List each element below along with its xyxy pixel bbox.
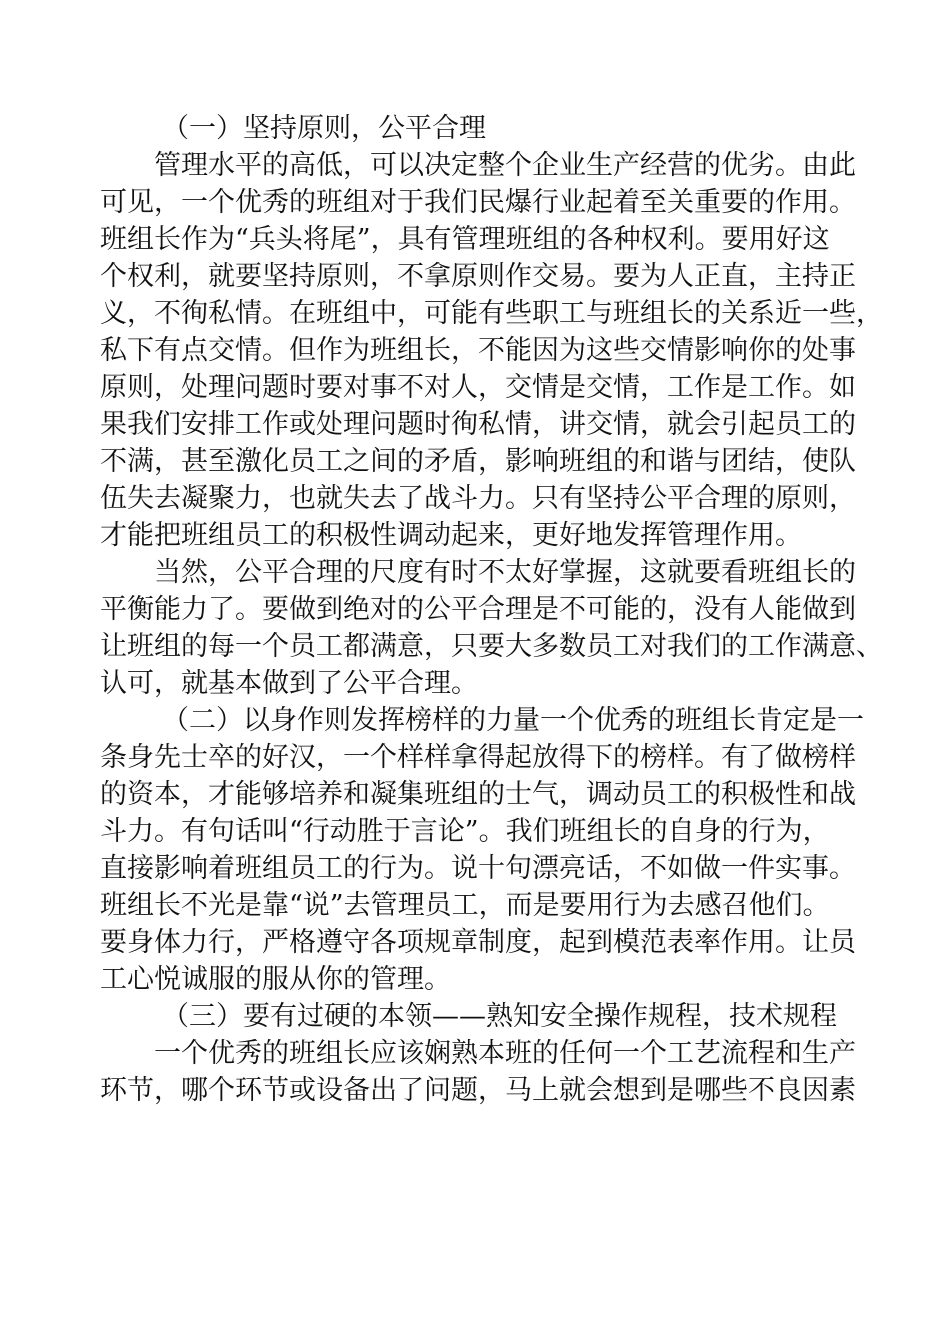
paragraph-line: 不满，甚至激化员工之间的矛盾，影响班组的和谐与团结，使队 <box>100 446 856 477</box>
paragraph-line: 平衡能力了。要做到绝对的公平合理是不可能的，没有人能做到 <box>100 594 856 625</box>
paragraph-line: 伍失去凝聚力，也就失去了战斗力。只有坚持公平合理的原则， <box>100 483 856 514</box>
paragraph-line: 私下有点交情。但作为班组长，不能因为这些交情影响你的处事 <box>100 335 856 366</box>
section-heading-2: （二）以身作则发挥榜样的力量一个优秀的班组长肯定是一 <box>162 705 864 736</box>
paragraph-line: 让班组的每一个员工都满意，只要大多数员工对我们的工作满意、 <box>100 631 883 662</box>
paragraph-line: 要身体力行，严格遵守各项规章制度，起到模范表率作用。让员 <box>100 927 856 958</box>
paragraph-line: 条身先士卒的好汉，一个样样拿得起放得下的榜样。有了做榜样 <box>100 742 856 773</box>
paragraph-line: 的资本，才能够培养和凝集班组的士气，调动员工的积极性和战 <box>100 779 856 810</box>
paragraph-line: 班组长不光是靠“说”去管理员工，而是要用行为去感召他们。 <box>100 890 830 921</box>
paragraph-line: 一个优秀的班组长应该娴熟本班的任何一个工艺流程和生产 <box>154 1038 856 1069</box>
paragraph-line: 果我们安排工作或处理问题时徇私情，讲交情，就会引起员工的 <box>100 409 856 440</box>
paragraph-line: 班组长作为“兵头将尾”，具有管理班组的各种权利。要用好这 <box>100 224 830 255</box>
paragraph-line: 工心悦诚服的服从你的管理。 <box>100 964 451 995</box>
paragraph-line: 直接影响着班组员工的行为。说十句漂亮话，不如做一件实事。 <box>100 853 856 884</box>
document-body <box>100 110 883 1109</box>
section-heading-1: （一）坚持原则，公平合理 <box>162 113 486 144</box>
paragraph-line: 才能把班组员工的积极性调动起来，更好地发挥管理作用。 <box>100 520 802 551</box>
paragraph-line: 管理水平的高低，可以决定整个企业生产经营的优劣。由此 <box>154 150 856 181</box>
paragraph-line: 义，不徇私情。在班组中，可能有些职工与班组长的关系近一些， <box>100 298 883 329</box>
paragraph-line: 认可，就基本做到了公平合理。 <box>100 668 478 699</box>
paragraph-line: 斗力。有句话叫“行动胜于言论”。我们班组长的自身的行为， <box>100 816 830 847</box>
paragraph-line: 可见，一个优秀的班组对于我们民爆行业起着至关重要的作用。 <box>100 187 856 218</box>
section-heading-3: （三）要有过硬的本领——熟知安全操作规程，技术规程 <box>162 1001 837 1032</box>
paragraph-line: 原则，处理问题时要对事不对人，交情是交情，工作是工作。如 <box>100 372 856 403</box>
paragraph-line: 当然，公平合理的尺度有时不太好掌握，这就要看班组长的 <box>154 557 856 588</box>
paragraph-line: 环节，哪个环节或设备出了问题，马上就会想到是哪些不良因素 <box>100 1075 856 1106</box>
paragraph-line: 个权利，就要坚持原则，不拿原则作交易。要为人正直，主持正 <box>100 261 856 292</box>
